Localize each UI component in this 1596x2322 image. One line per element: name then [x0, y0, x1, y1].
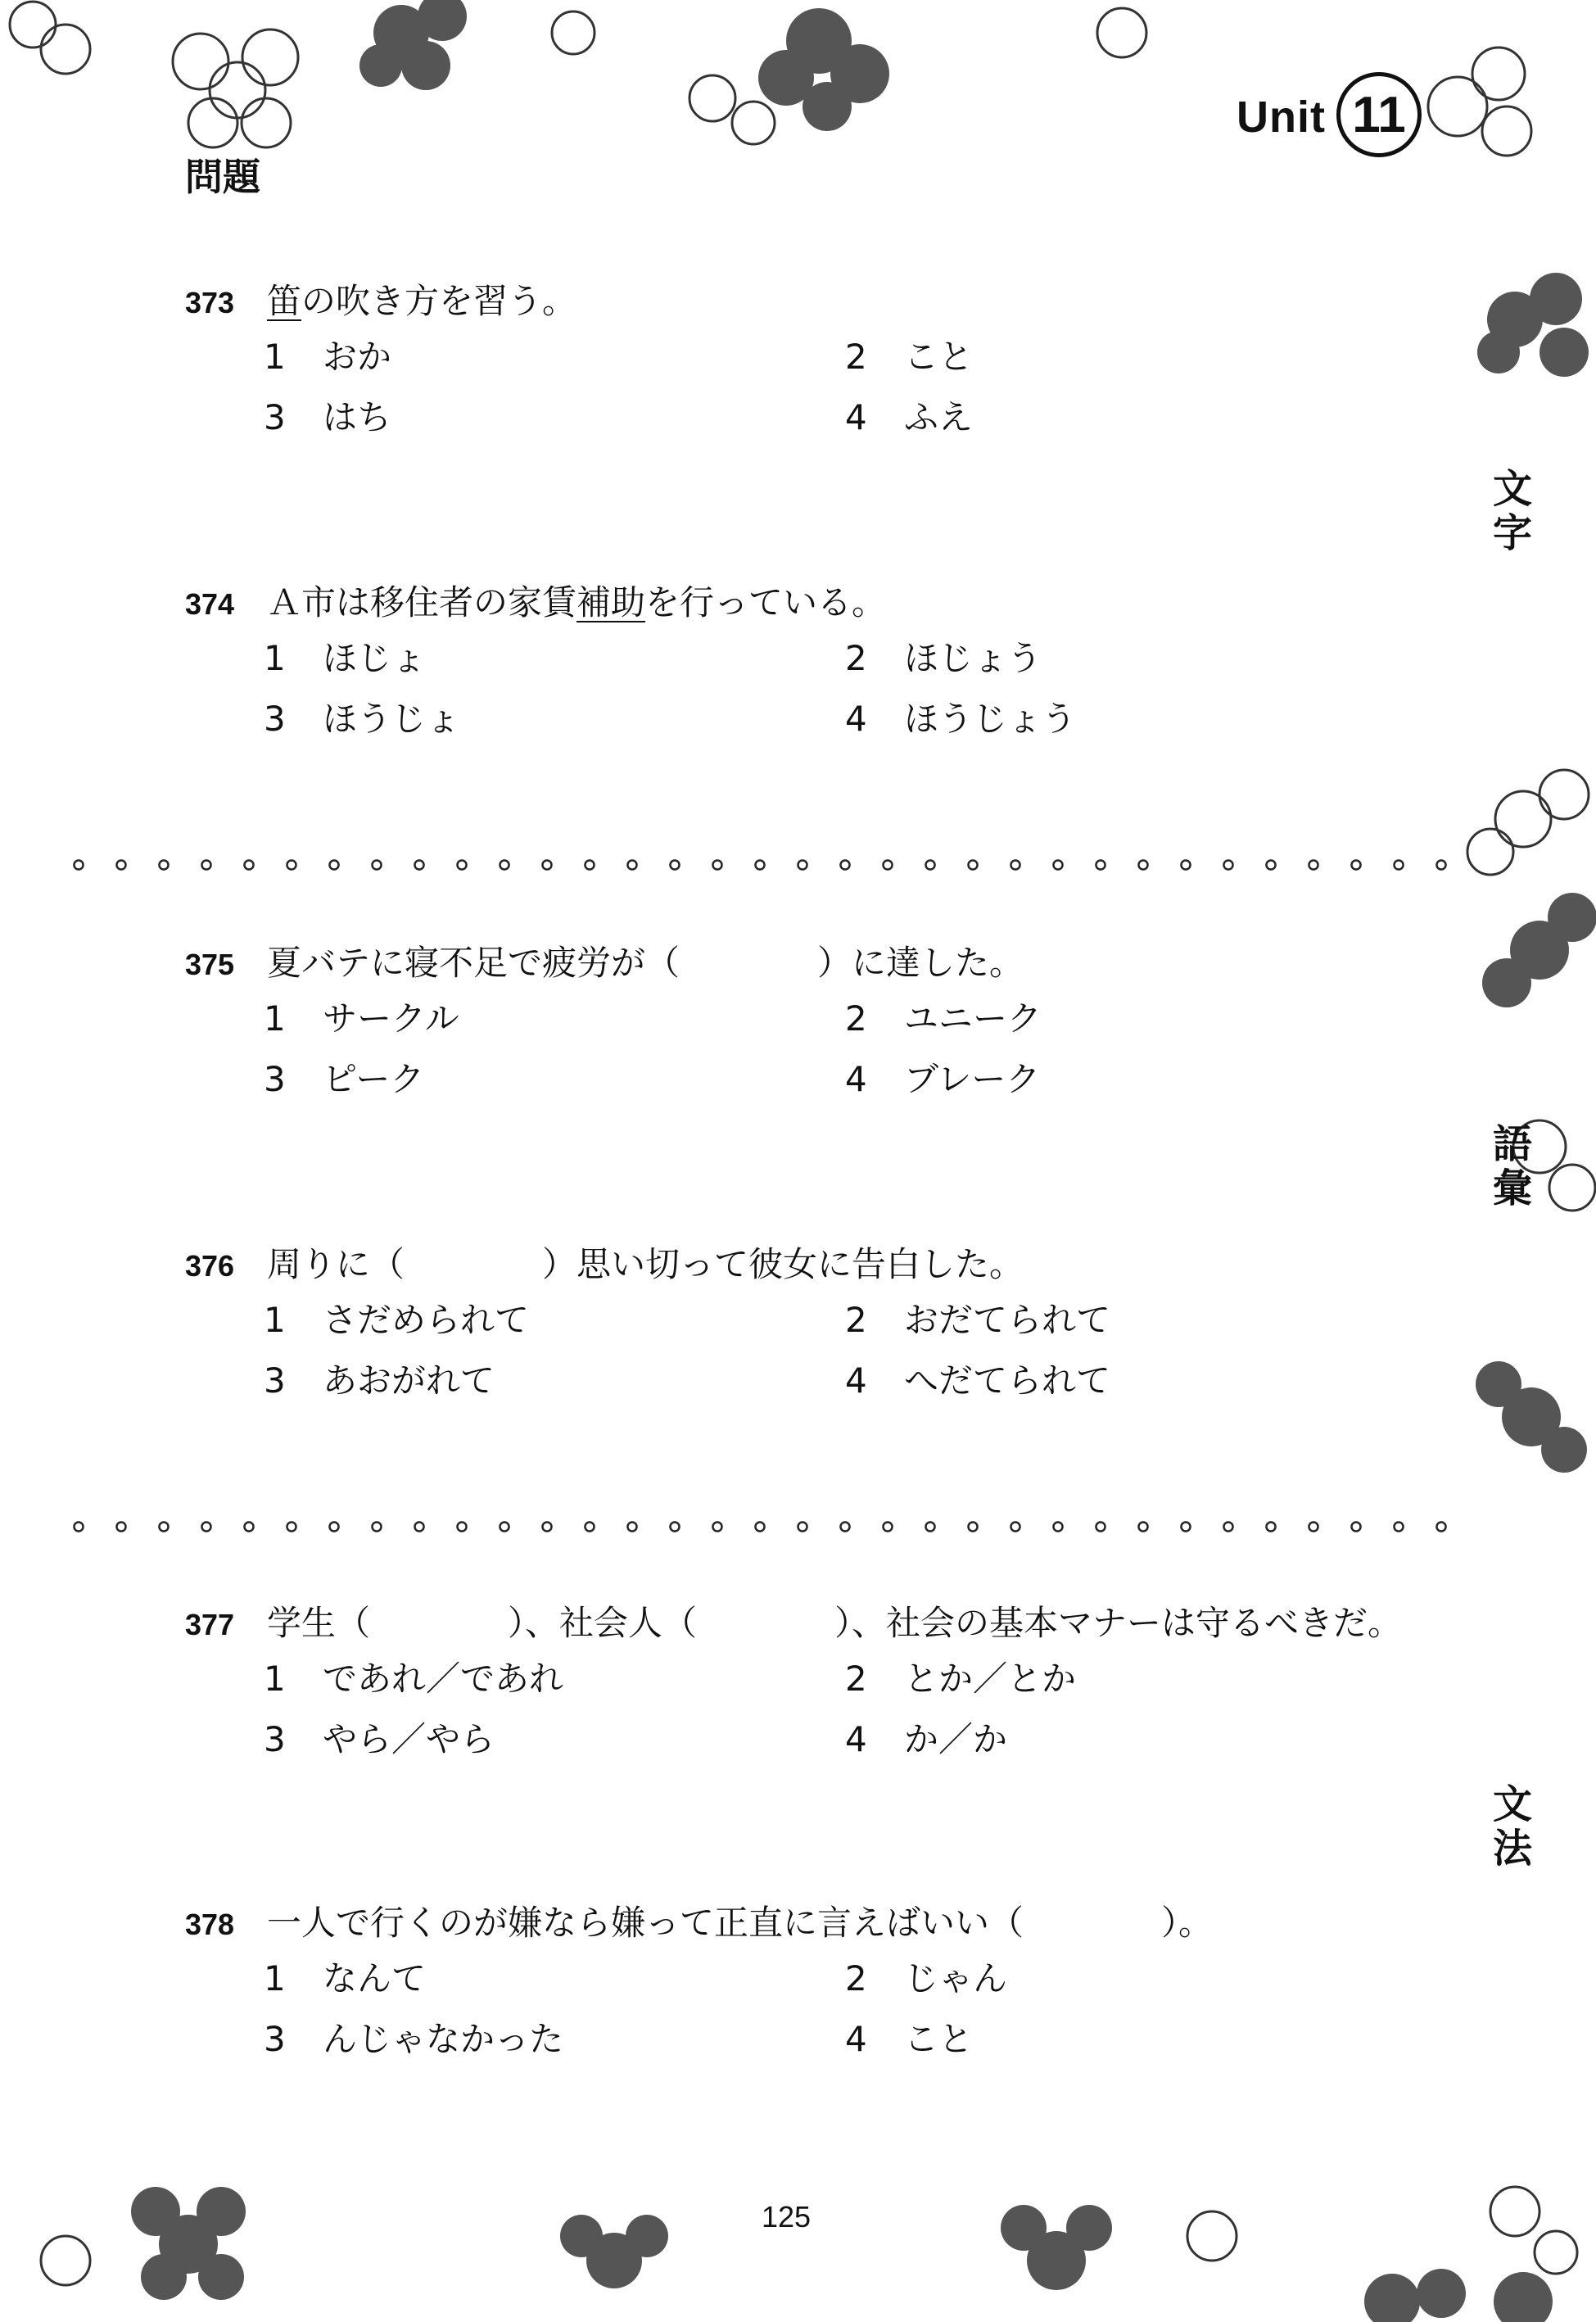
option[interactable]: 1 であれ／であれ — [264, 1659, 564, 1699]
question-378 — [185, 1899, 1255, 2064]
page-number: 125 — [762, 2200, 812, 2234]
option[interactable]: 4 こと — [845, 2019, 974, 2059]
dotted-divider — [57, 1519, 1449, 1535]
option[interactable]: 3 ピーク — [264, 1059, 425, 1099]
option[interactable]: 2 じゃん — [845, 1958, 1008, 1998]
dotted-divider — [57, 857, 1449, 873]
unit-number-badge — [1336, 72, 1422, 157]
option[interactable]: 3 はち — [264, 397, 392, 437]
option[interactable]: 3 んじゃなかった — [264, 2019, 564, 2059]
question-376 — [185, 1240, 1255, 1405]
question-375 — [185, 939, 1255, 1104]
unit-label: Unit — [1237, 93, 1326, 142]
underlined-target: 笛 — [267, 281, 302, 321]
question-prompt: 377 学生（ ）、社会人（ ）、社会の基本マナーは守るべきだ。 — [185, 1599, 1402, 1648]
question-prompt: 375 夏バテに寝不足で疲労が（ ）に達した。 — [185, 939, 1255, 988]
sidebar-label-goi: 語彙 — [1492, 1121, 1532, 1211]
option[interactable]: 2 おだてられて — [845, 1300, 1111, 1340]
option[interactable]: 1 サークル — [264, 998, 459, 1039]
option[interactable]: 1 おか — [264, 337, 392, 377]
question-number: 374 — [185, 587, 235, 621]
section-title: 問題 — [185, 155, 260, 199]
option[interactable]: 4 へだてられて — [845, 1360, 1111, 1401]
question-374 — [185, 578, 1255, 744]
unit-number: 11 — [1352, 86, 1406, 143]
flower-decoration-bottom — [0, 2162, 1596, 2322]
question-prompt: 378 一人で行くのが嫌なら嫌って正直に言えばいい（ ）。 — [185, 1899, 1255, 1948]
question-prompt: 374 Ａ市は移住者の家賃補助を行っている。 — [185, 578, 1255, 627]
option[interactable]: 1 なんて — [264, 1958, 427, 1998]
question-number: 377 — [185, 1608, 235, 1641]
option[interactable]: 1 さだめられて — [264, 1300, 530, 1340]
option[interactable]: 3 やら／やら — [264, 1719, 495, 1759]
option[interactable]: 4 ブレーク — [845, 1059, 1041, 1099]
option[interactable]: 2 ほじょう — [845, 638, 1042, 678]
option[interactable]: 4 ふえ — [845, 397, 974, 437]
question-number: 378 — [185, 1908, 235, 1941]
option[interactable]: 2 とか／とか — [845, 1659, 1077, 1699]
question-prompt: 373 笛の吹き方を習う。 — [185, 277, 1255, 326]
question-number: 373 — [185, 286, 235, 319]
option[interactable]: 3 あおがれて — [264, 1360, 495, 1401]
option[interactable]: 2 こと — [845, 337, 974, 377]
option[interactable]: 3 ほうじょ — [264, 699, 461, 739]
underlined-target: 補助 — [576, 582, 646, 622]
option[interactable]: 1 ほじょ — [264, 638, 427, 678]
sidebar-label-moji: 文字 — [1492, 466, 1532, 556]
sidebar-label-bunpo: 文法 — [1492, 1781, 1532, 1872]
option[interactable]: 4 ほうじょう — [845, 699, 1077, 739]
question-prompt: 376 周りに（ ）思い切って彼女に告白した。 — [185, 1240, 1255, 1289]
option[interactable]: 4 か／か — [845, 1719, 1008, 1759]
question-number: 376 — [185, 1249, 235, 1283]
question-number: 375 — [185, 948, 235, 981]
option[interactable]: 2 ユニーク — [845, 998, 1042, 1039]
question-373 — [185, 277, 1255, 442]
question-377 — [185, 1599, 1402, 1764]
